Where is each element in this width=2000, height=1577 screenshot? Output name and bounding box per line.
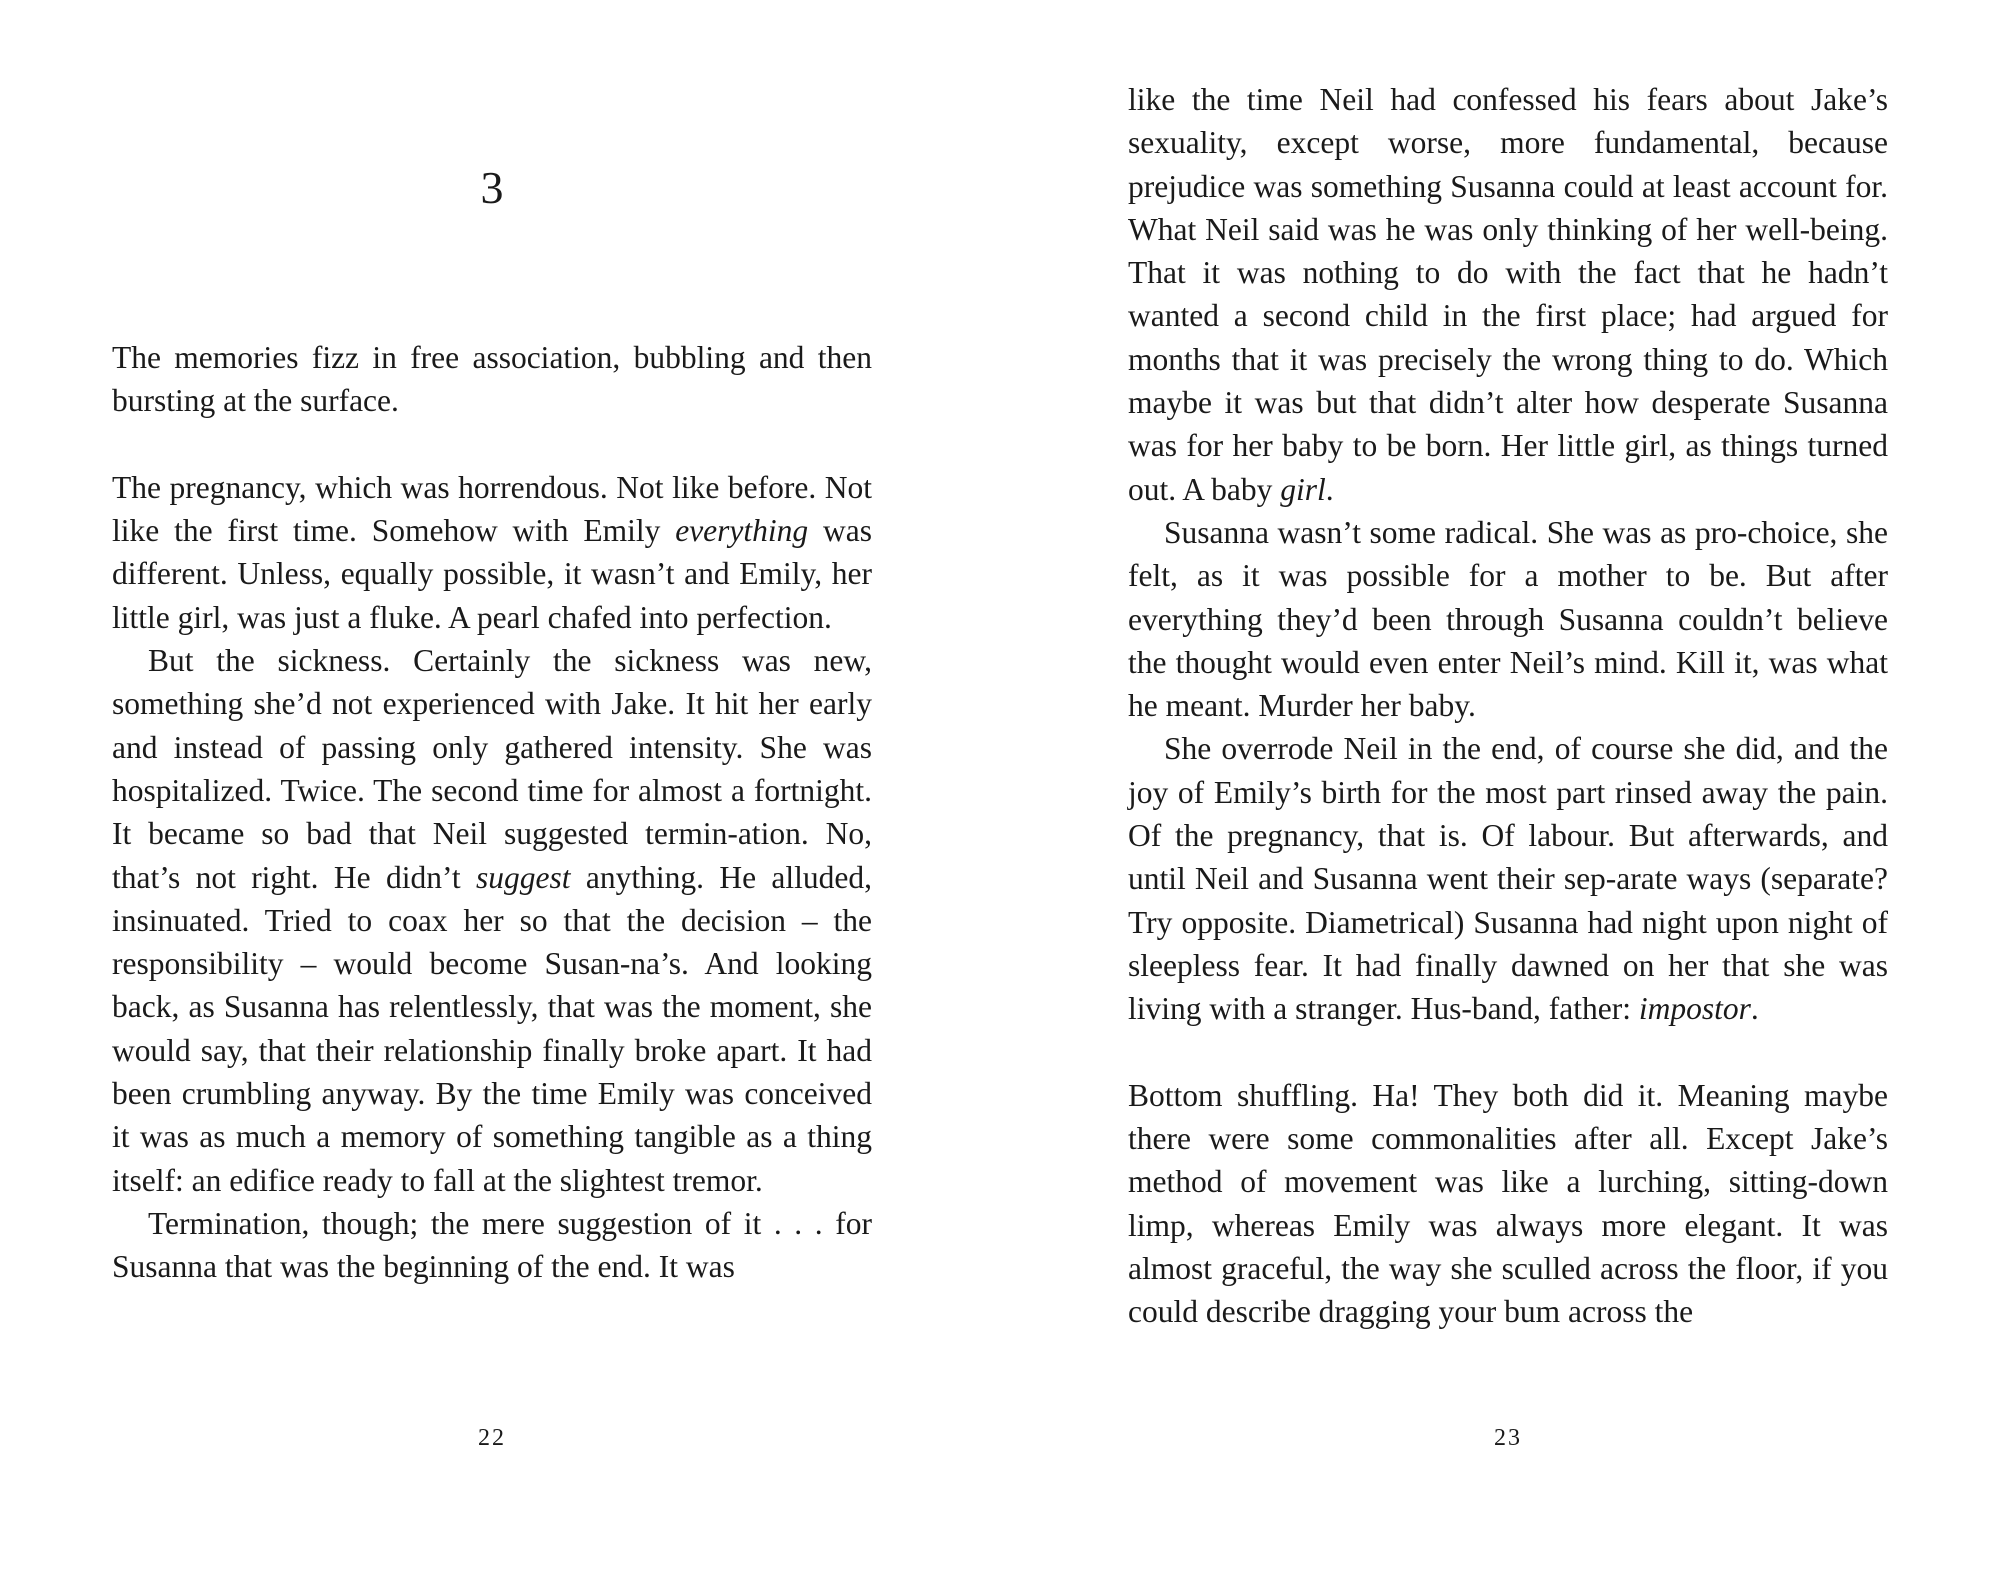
text-segment: The pregnancy, which was horrendous. Not like before. Not like the first time. Somehow with Emily [112, 469, 872, 549]
paragraph [1128, 78, 1888, 511]
page-number: 22 [478, 1425, 506, 1451]
left-page [112, 0, 872, 1577]
text-segment: was different. Unless, equally possible, it wasn’t and Emily, her little girl, was just a fluke. A pearl chafed into perfection. [112, 513, 872, 635]
emphasis-text: girl [1280, 471, 1326, 507]
paragraph [112, 466, 872, 639]
text-segment: like the time Neil had confessed his fears about Jake’s sexuality, except worse, more fundamental, because prejudice was something Susanna could at least account for. What Neil said was he was only thinking of her well-being. That it was nothing to do with the fact that he hadn’t wanted a second child in the first place; had argued for months that it was precisely the wrong thing to do. Which maybe it was but that didn’t alter how desperate Susanna was for her baby to be born. Her little girl, as things turned out. A baby [1128, 82, 1888, 507]
page-number: 23 [1494, 1425, 1522, 1451]
text-segment: The memories fizz in free association, bubbling and then bursting at the surface. [112, 340, 872, 419]
paragraph [1128, 727, 1888, 1030]
left-page-body [112, 336, 872, 1289]
text-segment: Termination, though; the mere suggestion of it . . . for Susanna that was the beginning of the end. It was [112, 1205, 872, 1285]
right-page [1128, 0, 1888, 1577]
right-page-body [1128, 78, 1888, 1334]
emphasis-text: suggest [476, 859, 571, 895]
text-segment: But the sickness. Certainly the sickness was new, something she’d not experienced with Jake. It hit her early and instead of passing only gathered intensity. She was hospitalized. Twice. The second time for almost a fortnight. It became so bad that Neil suggested termin-ation. No, that’s not right. He didn’t [112, 643, 872, 895]
text-segment: anything. He alluded, insinuated. Tried to coax her so that the decision – the responsibility – would become Susan-na’s. And looking back, as Susanna has relentlessly, that was the moment, she would say, that their relationship finally broke apart. It had been crumbling anyway. By the time Emily was conceived it was as much a memory of something tangible as a thing itself: an edifice ready to fall at the slightest tremor. [112, 859, 872, 1198]
emphasis-text: everything [675, 513, 809, 549]
paragraph [1128, 1074, 1888, 1334]
paragraph [1128, 511, 1888, 727]
paragraph [112, 1202, 872, 1289]
text-segment: She overrode Neil in the end, of course she did, and the joy of Emily’s birth for the most part rinsed away the pain. Of the pregnancy, that is. Of labour. But afterwards, and until Neil and Susanna went their sep-arate ways (separate? Try opposite. Diametrical) Susanna had night upon night of sleepless fear. It had finally dawned on her that she was living with a stranger. Hus-band, father: [1128, 731, 1888, 1027]
paragraph [112, 639, 872, 1202]
paragraph [112, 336, 872, 423]
text-segment: Bottom shuffling. Ha! They both did it. Meaning maybe there were some commonalities after all. Except Jake’s method of movement was like a lurching, sitting-down limp, whereas Emily was always more elegant. It was almost graceful, the way she sculled across the floor, if you could describe dragging your bum across the [1128, 1077, 1888, 1330]
emphasis-text: impostor [1638, 991, 1751, 1027]
text-segment: . [1325, 471, 1334, 507]
chapter-number: 3 [480, 162, 504, 213]
text-segment: Susanna wasn’t some radical. She was as pro-choice, she felt, as it was possible for a mother to be. But after everything they’d been through Susanna couldn’t believe the thought would even enter Neil’s mind. Kill it, was what he meant. Murder her baby. [1128, 514, 1888, 724]
text-segment: . [1750, 991, 1759, 1027]
